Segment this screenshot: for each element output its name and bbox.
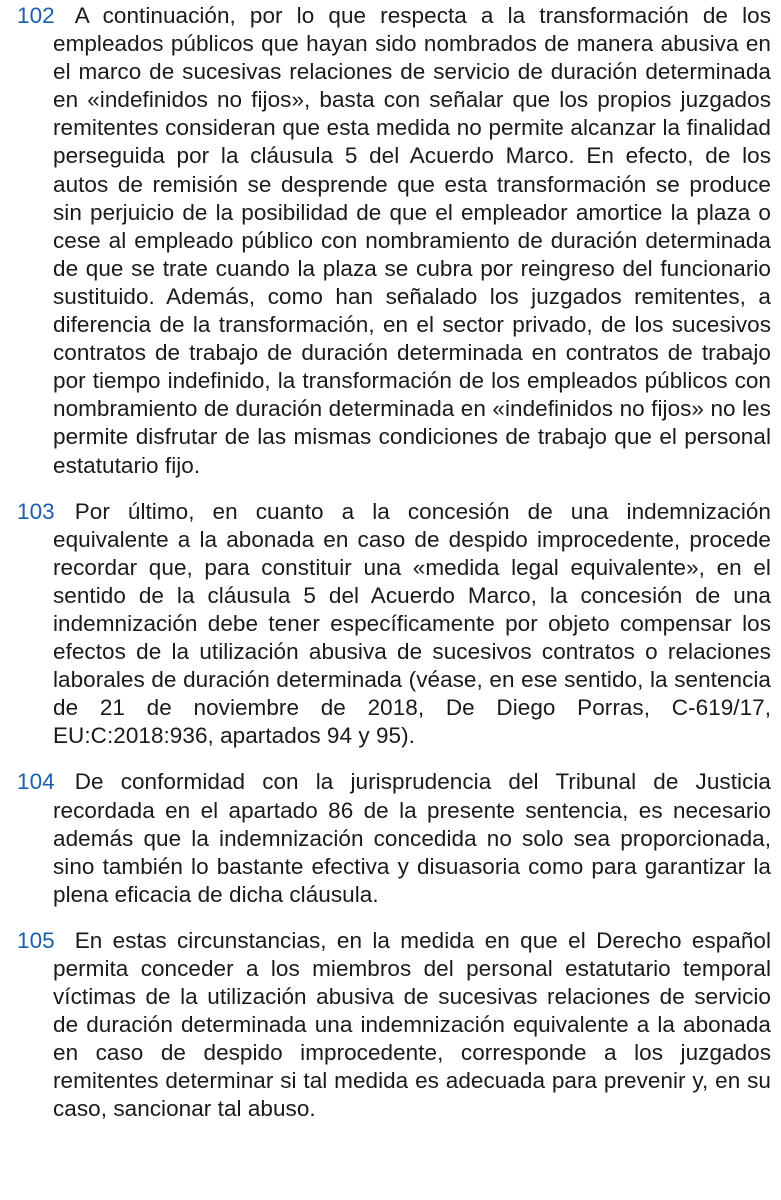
paragraph-number: 102	[17, 3, 55, 28]
paragraph-102	[17, 2, 771, 480]
paragraph-number: 103	[17, 498, 55, 524]
paragraph-text: Por último, en cuanto a la concesión de una indemnización equivalente a la abonada en caso de despido improcedente, procede recordar que, para constituir una «medida legal equivalente», en el sentido de la cláusula 5 del Acuerdo Marco, la concesión de una indemnización debe tener específicamente por objeto compensar los efectos de la utilización abusiva de sucesivos contratos o relaciones laborales de duración determinada (véase, en ese sentido, la sentencia de 21 de noviembre de 2018, De Diego Porras, C-619/17, EU:C:2018:936, apartados 94 y 95).	[53, 498, 771, 749]
paragraph-103	[17, 498, 771, 751]
paragraph-text: En estas circunstancias, en la medida en que el Derecho español permita conceder a los miembros del personal estatutario temporal víctimas de la utilización abusiva de sucesivas relaciones de servicio de duración determinada una indemnización equivalente a la abonada en caso de despido improcedente, corresponde a los juzgados remitentes determinar si tal medida es adecuada para prevenir y, en su caso, sancionar tal abuso.	[53, 927, 771, 1122]
paragraph-105	[17, 927, 771, 1124]
paragraph-text: A continuación, por lo que respecta a la transformación de los empleados públicos que hayan sido nombrados de manera abusiva en el marco de sucesivas relaciones de servicio de duración determinada en «indefinidos no fijos», basta con señalar que los propios juzgados remitentes consideran que esta medida no permite alcanzar la finalidad perseguida por la cláusula 5 del Acuerdo Marco. En efecto, de los autos de remisión se desprende que esta transformación se produce sin perjuicio de la posibilidad de que el empleador amortice la plaza o cese al empleado público con nombramiento de duración determinada de que se trate cuando la plaza se cubra por reingreso del funcionario sustituido. Además, como han señalado los juzgados remitentes, a diferencia de la transformación, en el sector privado, de los sucesivos contratos de trabajo de duración determinada en contratos de trabajo por tiempo indefinido, la transformación de los empleados públicos con nombramiento de duración determinada en «indefinidos no fijos» no les permite disfrutar de las mismas condiciones de trabajo que el personal estatutario fijo.	[53, 3, 771, 478]
paragraph-text: De conformidad con la jurisprudencia del Tribunal de Justicia recordada en el apartado 86 de la presente sentencia, es necesario además que la indemnización concedida no solo sea proporcionada, sino también lo bastante efectiva y disuasoria como para garantizar la plena eficacia de dicha cláusula.	[53, 769, 771, 907]
paragraph-number: 104	[17, 769, 55, 795]
paragraph-number: 105	[17, 927, 55, 953]
paragraph-104	[17, 768, 771, 908]
